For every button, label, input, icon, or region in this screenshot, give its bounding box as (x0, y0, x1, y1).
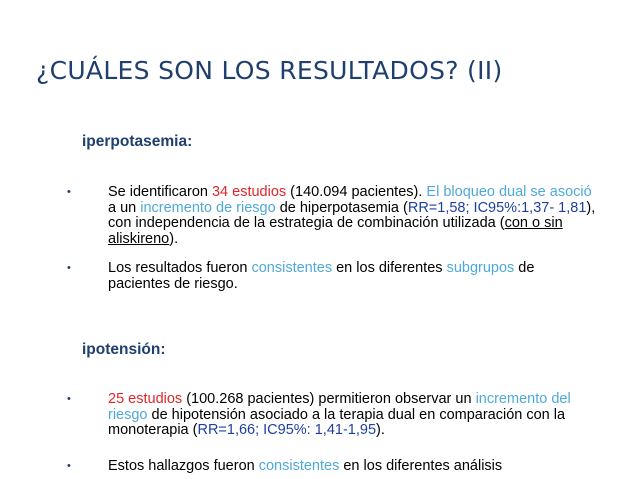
bullet-text-hypotension-1 (108, 392, 598, 439)
text-segment: (140.094 pacientes). (286, 184, 427, 200)
text-segment: Se identificaron (108, 184, 212, 200)
text-segment: (100.268 pacientes) permitieron observar un (182, 391, 476, 407)
slide-title: ¿CUÁLES SON LOS RESULTADOS? (II) (36, 56, 503, 85)
bullet-text-hypotension-2 (108, 459, 598, 475)
text-segment: RR=1,66; IC95%: 1,41-1,95 (197, 422, 377, 438)
text-segment: de hipotensión asociado a la terapia dual en comparación con la monoterapia ( (108, 406, 566, 438)
text-segment: subgrupos (446, 260, 515, 276)
bullet-marker: • (67, 186, 71, 198)
section-heading-hyperkalemia: iperpotasemia: (82, 133, 193, 150)
text-segment: El bloqueo dual se asoció (426, 184, 592, 200)
bullet-marker: • (67, 393, 71, 405)
text-segment: en los diferentes (332, 260, 447, 276)
bullet-marker: • (67, 460, 71, 472)
text-segment: de pacientes de riesgo. (108, 260, 535, 292)
bullet-text-hyperkalemia-1 (108, 185, 598, 247)
text-segment: ), con independencia de la estrategia de combinación utilizada ( (108, 199, 596, 231)
bullet-marker: • (67, 262, 71, 274)
text-segment: RR=1,58; IC95%:1,37- 1,81 (407, 199, 587, 216)
text-segment: Los resultados fueron (108, 260, 252, 276)
section-heading-hypotension: ipotensión: (82, 341, 166, 358)
text-segment: consistentes (258, 458, 340, 474)
text-segment: incremento del riesgo (108, 391, 571, 423)
bullet-text-hyperkalemia-2 (108, 261, 598, 292)
text-segment: de hiperpotasemia ( (275, 199, 408, 216)
text-segment: ). (376, 422, 385, 438)
text-segment: a un (108, 199, 141, 216)
text-segment: Estos hallazgos fueron (108, 458, 259, 474)
text-segment: incremento de riesgo (140, 199, 276, 216)
text-segment: ). (169, 230, 179, 247)
text-segment: 34 estudios (211, 184, 287, 200)
text-segment: consistentes (251, 260, 333, 276)
text-segment: 25 estudios (108, 391, 183, 407)
text-segment: en los diferentes análisis (339, 458, 503, 474)
text-segment: con o sin aliskireno (108, 215, 563, 247)
